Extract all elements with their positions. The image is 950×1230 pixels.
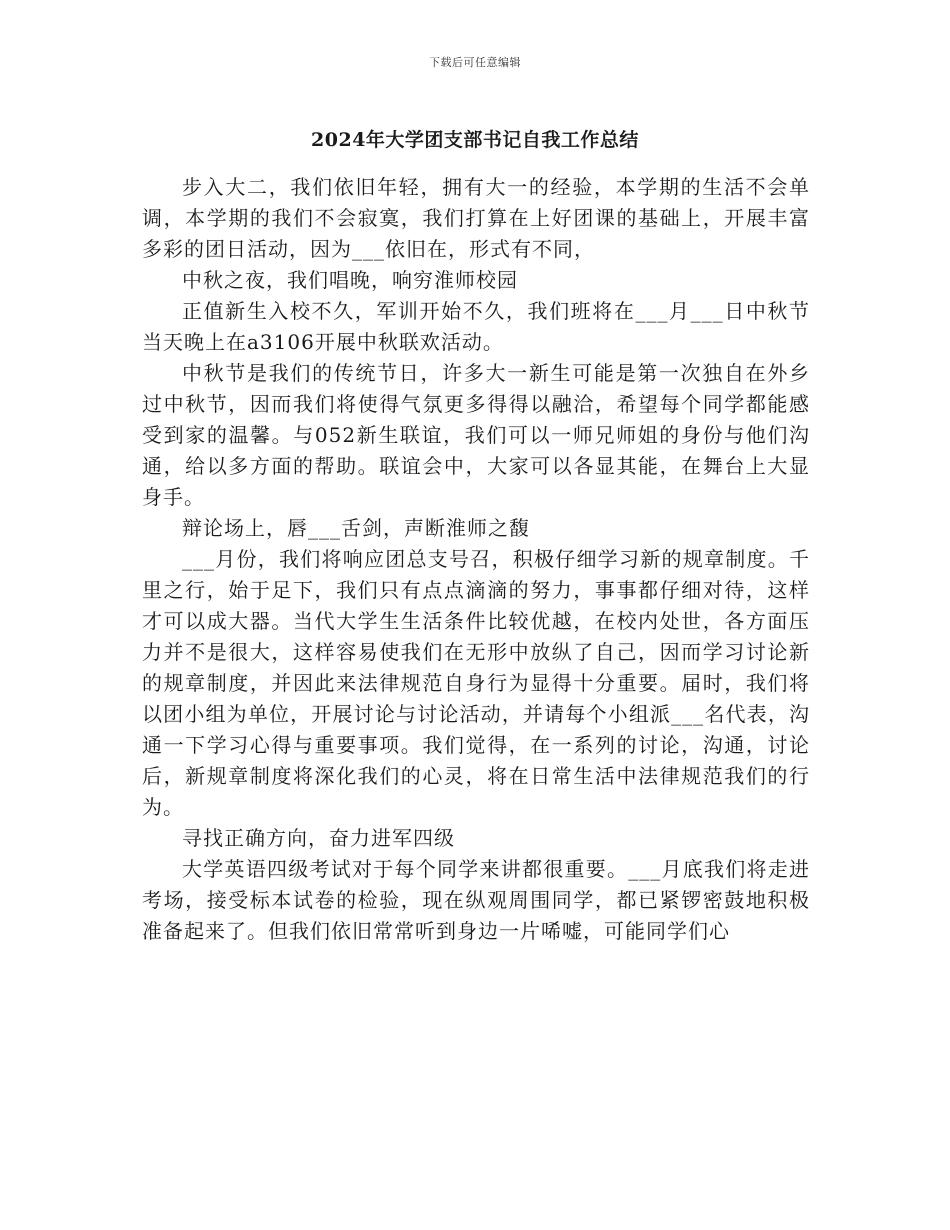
paragraph: 步入大二，我们依旧年轻，拥有大一的经验，本学期的生活不会单调，本学期的我们不会寂寞，我们打算在上好团课的基础上，开展丰富多彩的团日活动，因为___依旧在，形式有不同， xyxy=(142,175,810,261)
section-heading: 辩论场上，唇___舌剑，声断淮师之馥 xyxy=(182,516,530,540)
header-note: 下载后可任意编辑 xyxy=(429,56,521,69)
section-heading: 寻找正确方向，奋力进军四级 xyxy=(182,826,455,850)
document-body xyxy=(142,172,810,947)
paragraph: 正值新生入校不久，军训开始不久，我们班将在___月___日中秋节当天晚上在a3106开展中秋联欢活动。 xyxy=(142,299,810,354)
paragraph: 大学英语四级考试对于每个同学来讲都很重要。___月底我们将走进考场，接受标本试卷的检验，现在纵观周围同学，都已紧锣密鼓地积极准备起来了。但我们依旧常常听到身边一片唏嘘，可能同学们心 xyxy=(142,857,810,943)
section-heading: 中秋之夜，我们唱晚，响穷淮师校园 xyxy=(182,268,518,292)
document-title: 2024年大学团支部书记自我工作总结 xyxy=(311,129,639,151)
paragraph: 中秋节是我们的传统节日，许多大一新生可能是第一次独自在外乡过中秋节，因而我们将使得气氛更多得得以融洽，希望每个同学都能感受到家的温馨。与052新生联谊，我们可以一师兄师姐的身份与他们沟通，给以多方面的帮助。联谊会中，大家可以各显其能，在舞台上大显身手。 xyxy=(142,361,810,509)
paragraph: ___月份，我们将响应团总支号召，积极仔细学习新的规章制度。千里之行，始于足下，我们只有点点滴滴的努力，事事都仔细对待，这样才可以成大器。当代大学生生活条件比较优越，在校内处世，各方面压力并不是很大，这样容易使我们在无形中放纵了自己，因而学习讨论新的规章制度，并因此来法律规范自身行为显得十分重要。届时，我们将以团小组为单位，开展讨论与讨论活动，并请每个小组派___名代表，沟通一下学习心得与重要事项。我们觉得，在一系列的讨论，沟通，讨论后，新规章制度将深化我们的心灵，将在日常生活中法律规范我们的行为。 xyxy=(142,547,810,819)
